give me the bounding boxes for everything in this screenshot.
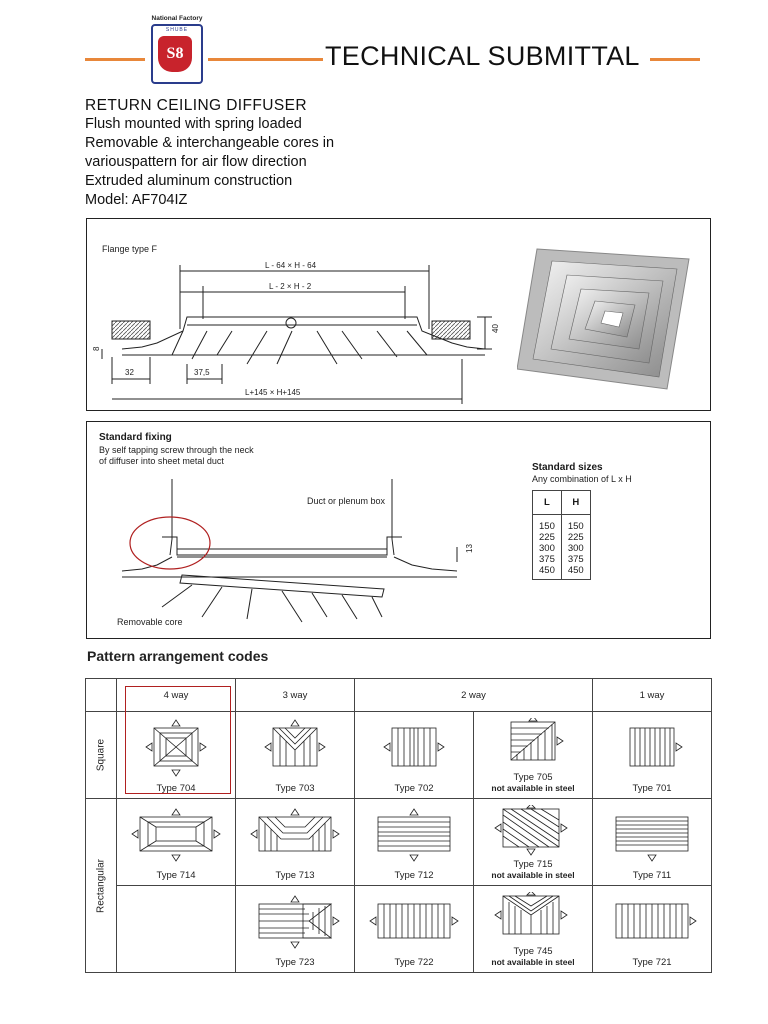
- pattern-section-title: Pattern arrangement codes: [87, 648, 269, 664]
- empty-cell: [117, 886, 236, 973]
- fixing-title: Standard fixing: [99, 432, 172, 443]
- sizes-table: [532, 490, 591, 580]
- sizes-cell: 375: [567, 554, 584, 565]
- sizes-cell: 300: [533, 543, 562, 554]
- pattern-code: Type 703: [275, 783, 315, 794]
- pattern-code: Type 701: [632, 783, 672, 794]
- screw-highlight-circle: [128, 515, 212, 571]
- header-rule-left: [85, 58, 145, 61]
- sizes-cell: 450: [533, 565, 562, 580]
- logo-badge: [151, 24, 203, 84]
- flange-section-drawing: [87, 239, 507, 409]
- col-header-2way: 2 way: [355, 679, 593, 712]
- pattern-code: Type 723: [275, 957, 315, 968]
- pattern-code: Type 721: [632, 957, 672, 968]
- logo-top-text: National Factory: [151, 15, 203, 22]
- sizes-cell: 150: [533, 515, 562, 533]
- sizes-cell: 375: [533, 554, 562, 565]
- fixing-text-1: By self tapping screw through the neck: [99, 445, 254, 455]
- header-rule-mid: [208, 58, 323, 61]
- pattern-code-not-available: Type 715 not available in steel: [491, 859, 575, 880]
- core-label: Removable core: [117, 617, 183, 627]
- col-header-3way: 3 way: [236, 679, 355, 712]
- pattern-code: Type 712: [394, 870, 434, 881]
- pattern-code: Type 713: [275, 870, 315, 881]
- product-name: RETURN CEILING DIFFUSER: [85, 97, 307, 114]
- pattern-cell-715: [474, 799, 593, 886]
- pattern-cell-705: [474, 712, 593, 799]
- pattern-code-not-available: Type 705 not available in steel: [491, 772, 575, 793]
- duct-label: Duct or plenum box: [307, 496, 386, 506]
- page-title: TECHNICAL SUBMITTAL: [325, 41, 640, 71]
- pattern-code-not-available: Type 745 not available in steel: [491, 946, 575, 967]
- pattern-cell-702: [355, 712, 474, 799]
- pattern-cell-745: [474, 886, 593, 973]
- company-logo: [147, 15, 207, 85]
- pattern-cell-712: [355, 799, 474, 886]
- pattern-cell-713: [236, 799, 355, 886]
- logo-mid-text: SHUBE: [165, 27, 189, 33]
- sizes-cell: 225: [533, 532, 562, 543]
- pattern-cell-701: [593, 712, 712, 799]
- dim-40-label: 40: [491, 324, 500, 333]
- pattern-code: Type 704: [156, 783, 196, 794]
- sizes-subtitle: Any combination of L x H: [532, 474, 632, 484]
- row-label-square: Square: [86, 712, 117, 799]
- sizes-cell: 225: [567, 532, 584, 543]
- pattern-cell-723: [236, 886, 355, 973]
- pattern-cell-721: [593, 886, 712, 973]
- dim-13-label: 13: [465, 544, 474, 553]
- pattern-cell-722: [355, 886, 474, 973]
- col-header-1way: 1 way: [593, 679, 712, 712]
- flange-label: Flange type F: [102, 244, 158, 254]
- feature-line: Removable & interchangeable cores in: [85, 135, 335, 151]
- col-header-4way: 4 way: [117, 679, 236, 712]
- fixing-text-2: of diffuser into sheet metal duct: [99, 456, 224, 466]
- pattern-code: Type 722: [394, 957, 434, 968]
- sizes-cell: 150: [567, 521, 584, 532]
- product-description: [85, 96, 334, 210]
- sizes-header-l: L: [533, 491, 562, 515]
- sizes-title: Standard sizes: [532, 462, 603, 473]
- dim-outer-label: L - 64 × H - 64: [265, 261, 317, 270]
- feature-line: Flush mounted with spring loaded: [85, 116, 302, 132]
- corner-cell: [86, 679, 117, 712]
- sizes-header-h: H: [561, 491, 590, 515]
- row-label-rectangular: Rectangular: [86, 799, 117, 973]
- fixing-drawing-panel: [86, 421, 711, 639]
- dim-32-label: 32: [125, 368, 134, 377]
- dim-inner-label: L - 2 × H - 2: [269, 282, 312, 291]
- sizes-cell: 300: [567, 543, 584, 554]
- selected-pattern-highlight: [125, 686, 231, 794]
- model-number: Model: AF704IZ: [85, 192, 188, 208]
- pattern-code: Type 714: [156, 870, 196, 881]
- header-rule-right: [650, 58, 700, 61]
- feature-line: variouspattern for air flow direction: [85, 154, 307, 170]
- dim-375-label: 37,5: [194, 368, 210, 377]
- logo-mark: S8: [158, 36, 192, 72]
- sizes-cell: 450: [567, 565, 584, 576]
- flange-drawing-panel: [86, 218, 711, 411]
- feature-line: Extruded aluminum construction: [85, 173, 293, 189]
- diffuser-photo: [517, 239, 697, 399]
- pattern-cell-711: [593, 799, 712, 886]
- pattern-code: Type 702: [394, 783, 434, 794]
- pattern-cell-703: [236, 712, 355, 799]
- dim-8-label: 8: [92, 346, 101, 351]
- pattern-code: Type 711: [632, 870, 672, 881]
- pattern-cell-714: [117, 799, 236, 886]
- dim-overall-label: L+145 × H+145: [245, 388, 301, 397]
